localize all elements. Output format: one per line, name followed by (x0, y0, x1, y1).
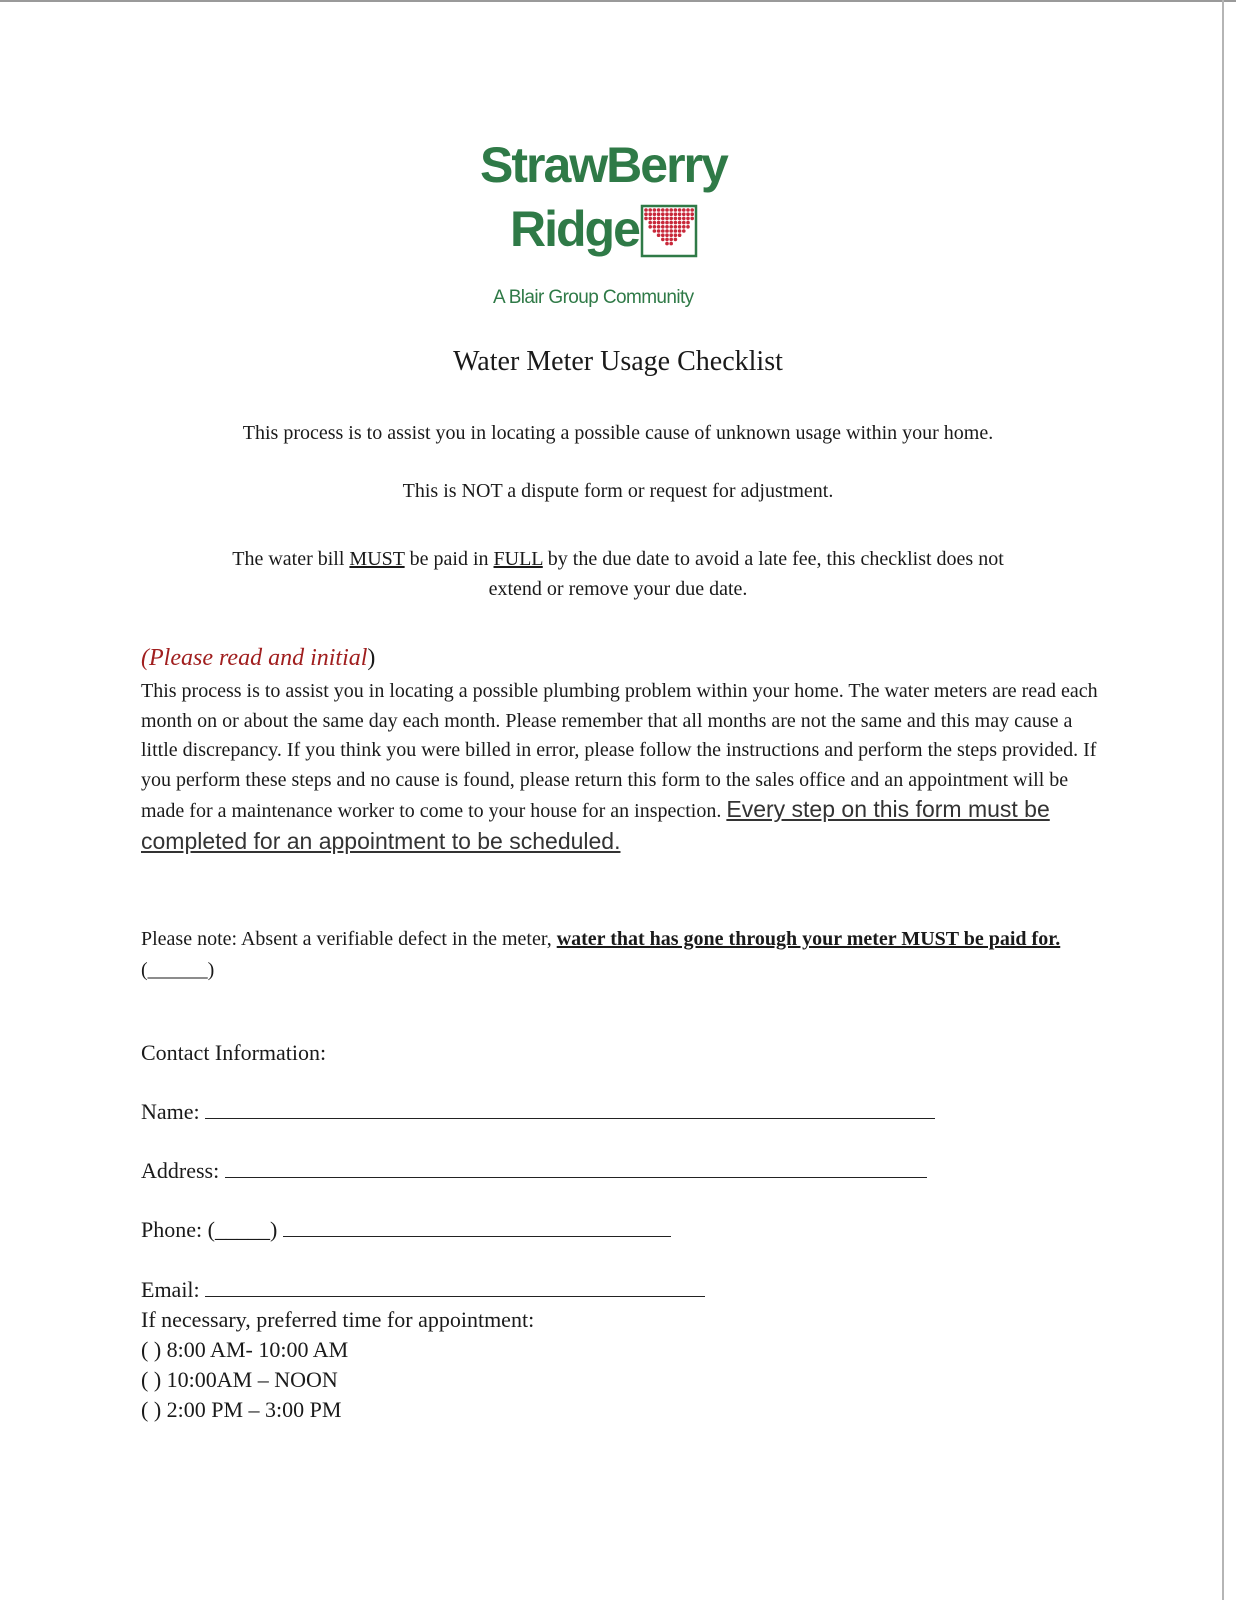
heart-dot (674, 217, 678, 221)
heart-dot (657, 212, 661, 216)
appointment-option-2[interactable]: ( ) 10:00AM – NOON (141, 1367, 338, 1392)
heart-dot (665, 238, 669, 242)
intro-line-3-part-b: be paid in (404, 548, 494, 570)
intro-line-3-part-d: extend or remove your due date. (488, 578, 748, 600)
logo-line-strawberry: StrawBerry (480, 137, 727, 193)
note-lead: Please note: Absent a verifiable defect in the meter, (141, 928, 557, 950)
intro-line-2: This is NOT a dispute form or request for adjustment. (402, 480, 834, 502)
heart-dot (657, 233, 661, 237)
initial-section-body (141, 677, 1101, 859)
heart-dot (674, 233, 678, 237)
intro-line-3 (110, 544, 1126, 604)
heart-dot (644, 208, 648, 212)
heart-dot (674, 208, 678, 212)
note-initial-box[interactable]: (______) (141, 959, 215, 981)
contact-heading: Contact Information: (141, 1040, 327, 1065)
heart-dot (674, 229, 678, 233)
heading-close-paren: ) (367, 645, 376, 671)
heart-dot (682, 229, 686, 233)
heart-dot (682, 208, 686, 212)
heart-dot (653, 221, 657, 225)
heart-dot (678, 229, 682, 233)
heart-dot (653, 212, 657, 216)
heart-dot (648, 217, 652, 221)
appointment-section (141, 1305, 534, 1425)
heart-dot (648, 212, 652, 216)
address-label: Address: (141, 1158, 220, 1183)
heart-dot (669, 217, 673, 221)
heading-open-paren: ( (141, 645, 149, 671)
logo-line-ridge: Ridge (510, 201, 639, 257)
address-field[interactable] (225, 1157, 927, 1178)
heart-dot (661, 229, 665, 233)
heart-dot (669, 242, 673, 246)
heart-dot (678, 212, 682, 216)
intro-line-3-part-c: by the due date to avoid a late fee, this checklist does not (542, 548, 1004, 570)
heart-dot (674, 221, 678, 225)
appointment-option-3[interactable]: ( ) 2:00 PM – 3:00 PM (141, 1397, 342, 1422)
heart-dot (674, 212, 678, 216)
heart-dot (678, 208, 682, 212)
strawberry-ridge-logo (480, 137, 760, 315)
heart-dot (686, 208, 690, 212)
heart-dot (661, 217, 665, 221)
phone-row (141, 1216, 671, 1243)
heart-dot (678, 217, 682, 221)
name-row (141, 1098, 935, 1125)
heart-dot (669, 208, 673, 212)
email-label: Email: (141, 1277, 200, 1302)
name-label: Name: (141, 1099, 200, 1124)
heart-dot (682, 217, 686, 221)
heart-dot (682, 221, 686, 225)
heart-dot (661, 212, 665, 216)
heart-dot (665, 212, 669, 216)
heart-dot (648, 225, 652, 229)
heart-dot (657, 208, 661, 212)
phone-label: Phone: (141, 1217, 203, 1242)
logo-tagline: A Blair Group Community (493, 287, 694, 308)
heart-dot (661, 238, 665, 242)
heart-dot (657, 225, 661, 229)
appointment-option-1[interactable]: ( ) 8:00 AM- 10:00 AM (141, 1337, 349, 1362)
intro-must: MUST (349, 548, 405, 570)
strawberry-heart-icon (640, 202, 700, 260)
appointment-prompt: If necessary, preferred time for appointment: (141, 1307, 535, 1332)
phone-area-code-field[interactable]: (_____) (207, 1217, 278, 1242)
heart-dot (665, 208, 669, 212)
heart-dot (653, 208, 657, 212)
heart-dot (674, 225, 678, 229)
heart-dot (661, 208, 665, 212)
heading-text: Please read and initial (149, 645, 368, 671)
heart-dot (657, 221, 661, 225)
email-field[interactable] (205, 1276, 705, 1297)
heart-dot (661, 233, 665, 237)
heart-dot (653, 229, 657, 233)
intro-full: FULL (493, 548, 543, 570)
heart-dot (644, 212, 648, 216)
name-field[interactable] (205, 1098, 935, 1119)
heart-dot (686, 217, 690, 221)
initial-emphasis: Every step on this form must be completed for an appointment to be scheduled. (141, 796, 1050, 854)
heart-dot (674, 238, 678, 242)
heart-dot (678, 233, 682, 237)
heart-dot (669, 233, 673, 237)
heart-dot (686, 225, 690, 229)
heart-dot (669, 229, 673, 233)
heart-dot (653, 225, 657, 229)
scan-edge-top (0, 0, 1236, 2)
heart-dot (665, 217, 669, 221)
heart-dot (657, 217, 661, 221)
heart-dot (665, 242, 669, 246)
heart-dot (661, 221, 665, 225)
heart-dot (657, 229, 661, 233)
heart-dot (669, 212, 673, 216)
heart-dot (686, 212, 690, 216)
intro-line-3-part-a: The water bill (232, 548, 350, 570)
payment-note (141, 924, 1101, 986)
email-row (141, 1276, 705, 1303)
heart-dot (653, 217, 657, 221)
heart-dot (661, 225, 665, 229)
scan-edge-right (1222, 0, 1224, 1600)
heart-dot (665, 229, 669, 233)
heart-dot (669, 221, 673, 225)
phone-number-field[interactable] (283, 1216, 671, 1237)
page-title: Water Meter Usage Checklist (453, 346, 783, 377)
heart-dot (686, 221, 690, 225)
heart-dot (682, 212, 686, 216)
heart-dot (665, 221, 669, 225)
heart-dot (690, 212, 694, 216)
heart-dot (690, 208, 694, 212)
heart-dot (665, 233, 669, 237)
heart-dot (665, 225, 669, 229)
initial-section-heading (141, 645, 375, 672)
intro-line-1: This process is to assist you in locating a possible cause of unknown usage within your home. (242, 422, 994, 444)
heart-dot (678, 225, 682, 229)
initial-body-text: This process is to assist you in locating a possible plumbing problem within your home. The water meters are read each month on or about the same day each month. Please remember that all months are not the same and this may cause a little discrepancy. If you think you were billed in error, please follow the instructions and perform the steps provided. If you perform these steps and no cause is found, please return this form to the sales office and an appointment will be made for a maintenance worker to come to your house for an inspection. (141, 680, 1098, 823)
heart-dot (678, 221, 682, 225)
heart-dot (690, 217, 694, 221)
heart-dot (682, 225, 686, 229)
note-bold: water that has gone through your meter MUST be paid for. (556, 928, 1061, 950)
address-row (141, 1157, 927, 1184)
heart-dot (644, 217, 648, 221)
heart-dot (669, 225, 673, 229)
heart-dot (648, 221, 652, 225)
heart-dot (669, 238, 673, 242)
heart-dot (648, 208, 652, 212)
